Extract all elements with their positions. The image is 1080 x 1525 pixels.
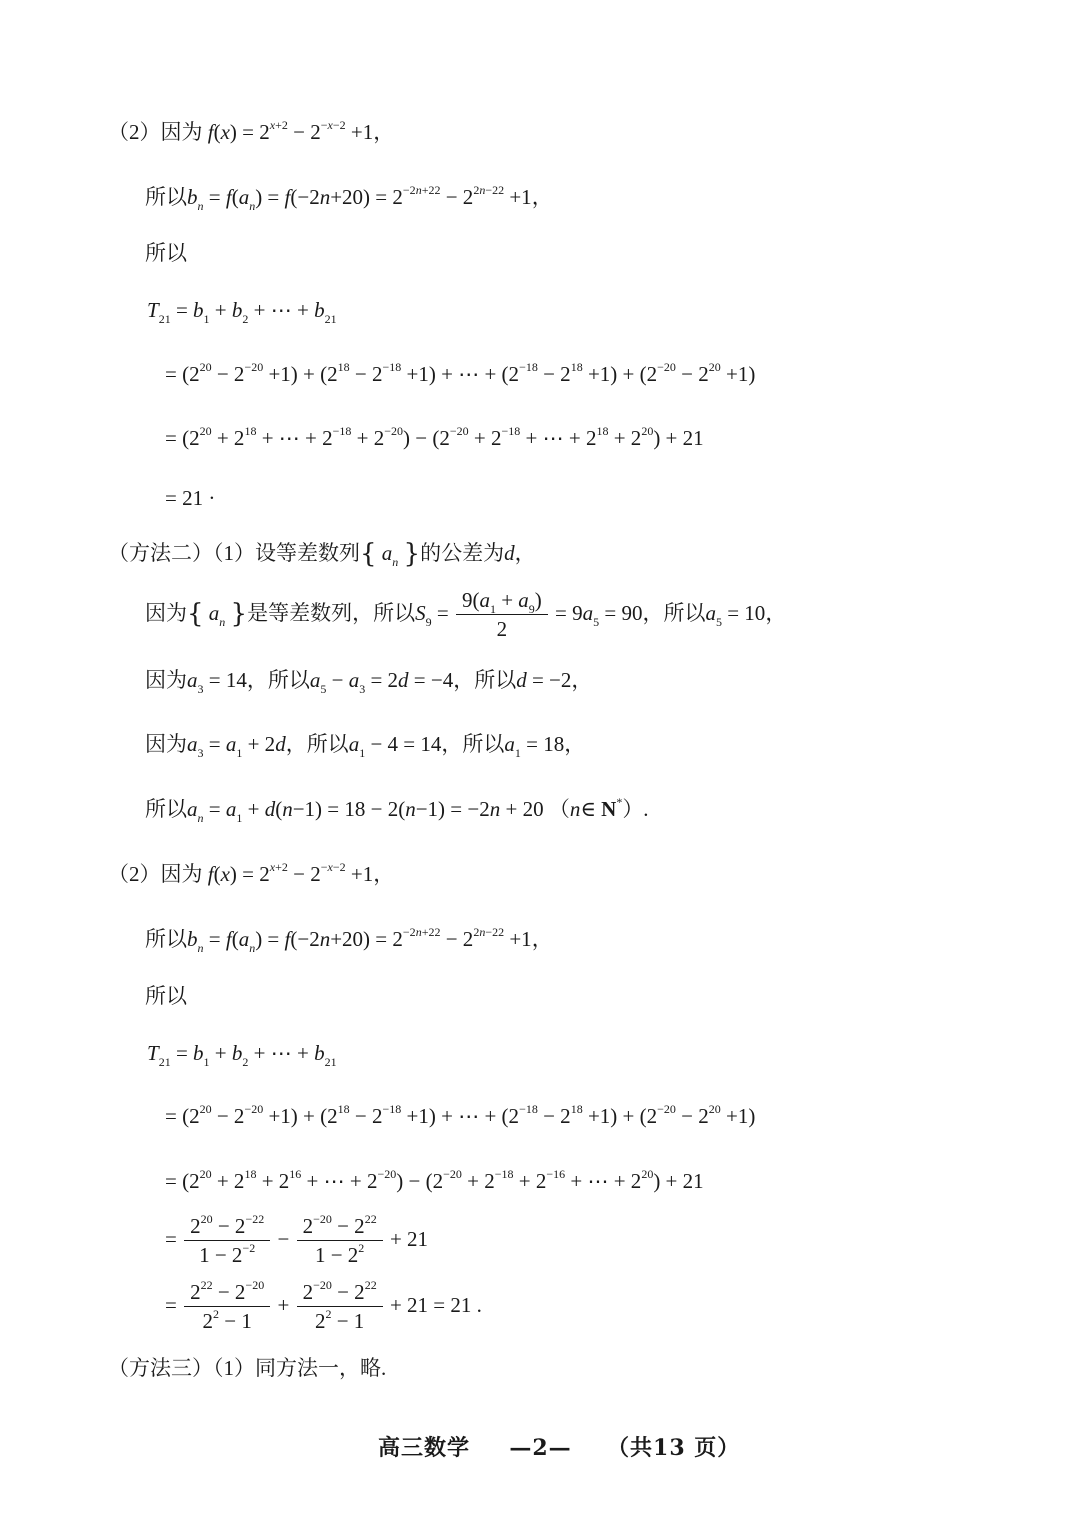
fraction-S9: $\frac{9(a_1 + a_9)}{2}$ (456, 590, 548, 640)
line-T21-expand-a: = $(2^{20} - 2^{-20} +1) + (2^{18} - 2^{-18} +1)$ + ⋯ + $(2^{-18} - 2^{18} +1) + (2^{-20} - 2^{20} +1)$ (165, 360, 756, 386)
fraction-final-2: $\frac{2^{-20} - 2^{22}}{2^2 - 1}$ (297, 1282, 383, 1332)
footer-title: 高三数学 (378, 1435, 471, 1461)
line-method2-setup: （方法二）（1）设等差数列{ $a_n$ }的公差为d， (108, 539, 536, 569)
line-bn-def-b: 所以$b_n = f(a_n) = f(-2n+20) = 2^{-2n+22} - 2^{2n-22} +1$， (145, 925, 553, 955)
line-T21-final: = $\frac{2^{22} - 2^{-20}}{2^2 - 1}$ + $\frac{2^{-20} - 2^{22}}{2^2 - 1}$ + 21 = 21 . (165, 1278, 482, 1333)
line-S9: 因为{ $a_n$ }是等差数列，所以$S_9$ = $\frac{9(a_1 + a_9)}{2}$ = $9a_5 = 90$，所以$a_5 = 10$， (145, 588, 787, 641)
line-an-formula: 所以$a_n = a_1 + d(n-1) = 18 - 2(n-1) = -2n + 20$ （n∈ N*）. (145, 795, 649, 825)
line-a1: 因为$a_3 = a_1 + 2d$，所以$a_1 - 4 = 14$，所以$a_1 = 18$， (145, 732, 586, 760)
line-T21-def-b: $T_{21} = b_1 + b_2$ + ⋯ + $b_{21}$ (147, 1041, 337, 1069)
line-a3-d: 因为$a_3 = 14$，所以$a_5 - a_3 = 2d = -4$，所以d = −2， (145, 668, 593, 696)
part2-label-b: （2） (108, 862, 161, 886)
fraction-final-1: $\frac{2^{22} - 2^{-20}}{2^2 - 1}$ (184, 1282, 270, 1332)
line-T21-def-a: $T_{21} = b_1 + b_2$ + ⋯ + $b_{21}$ (147, 298, 337, 326)
part2-label: （2） (108, 120, 161, 144)
line-T21-geom-sum: = $\frac{2^{20} - 2^{-22}}{1 - 2^{-2}}$ − $\frac{2^{-20} - 2^{22}}{1 - 2^2}$ + 21 (165, 1212, 429, 1267)
page-footer (378, 1437, 740, 1459)
line-part2-def-f-b: （2）因为 $f(x) = 2^{x+2} - 2^{-x-2} +1$， (108, 860, 395, 886)
line-so-b: 所以 (145, 984, 187, 1008)
line-so-a: 所以 (145, 241, 187, 265)
line-T21-regroup-a: = ($2^{20} + 2^{18}$ + ⋯ + $2^{-18} + 2^{-20}) - (2^{-20} + 2^{-18}$ + ⋯ + $2^{18} + 2^{20}) + 21$ (165, 424, 704, 450)
line-part2-def-f-a: （2）因为 $f(x) = 2^{x+2} - 2^{-x-2} +1$， (108, 118, 395, 144)
fraction-geom-2: $\frac{2^{-20} - 2^{22}}{1 - 2^2}$ (297, 1216, 383, 1266)
line-method3: （方法三）（1）同方法一，略. (108, 1356, 387, 1380)
footer-total-pages: （共13 页） (607, 1435, 741, 1461)
line-T21-regroup-b: = ($2^{20} + 2^{18} + 2^{16}$ + ⋯ + $2^{-20}) - (2^{-20} + 2^{-18} + 2^{-16}$ + ⋯ + $2^{20}) + 21$ (165, 1167, 704, 1193)
fraction-geom-1: $\frac{2^{20} - 2^{-22}}{1 - 2^{-2}}$ (184, 1216, 270, 1266)
line-T21-result-a: = 21 · (165, 486, 216, 510)
method2-label: （方法二） (108, 541, 213, 565)
line-bn-def-a: 所以$b_n = f(a_n) = f(-2n+20) = 2^{-2n+22} - 2^{2n-22} +1$， (145, 183, 553, 213)
footer-page-number: —2— (509, 1435, 572, 1461)
line-T21-expand-b: = $(2^{20} - 2^{-20} +1) + (2^{18} - 2^{-18} +1)$ + ⋯ + $(2^{-18} - 2^{18} +1) + (2^{-20} - 2^{20} +1)$ (165, 1102, 756, 1128)
